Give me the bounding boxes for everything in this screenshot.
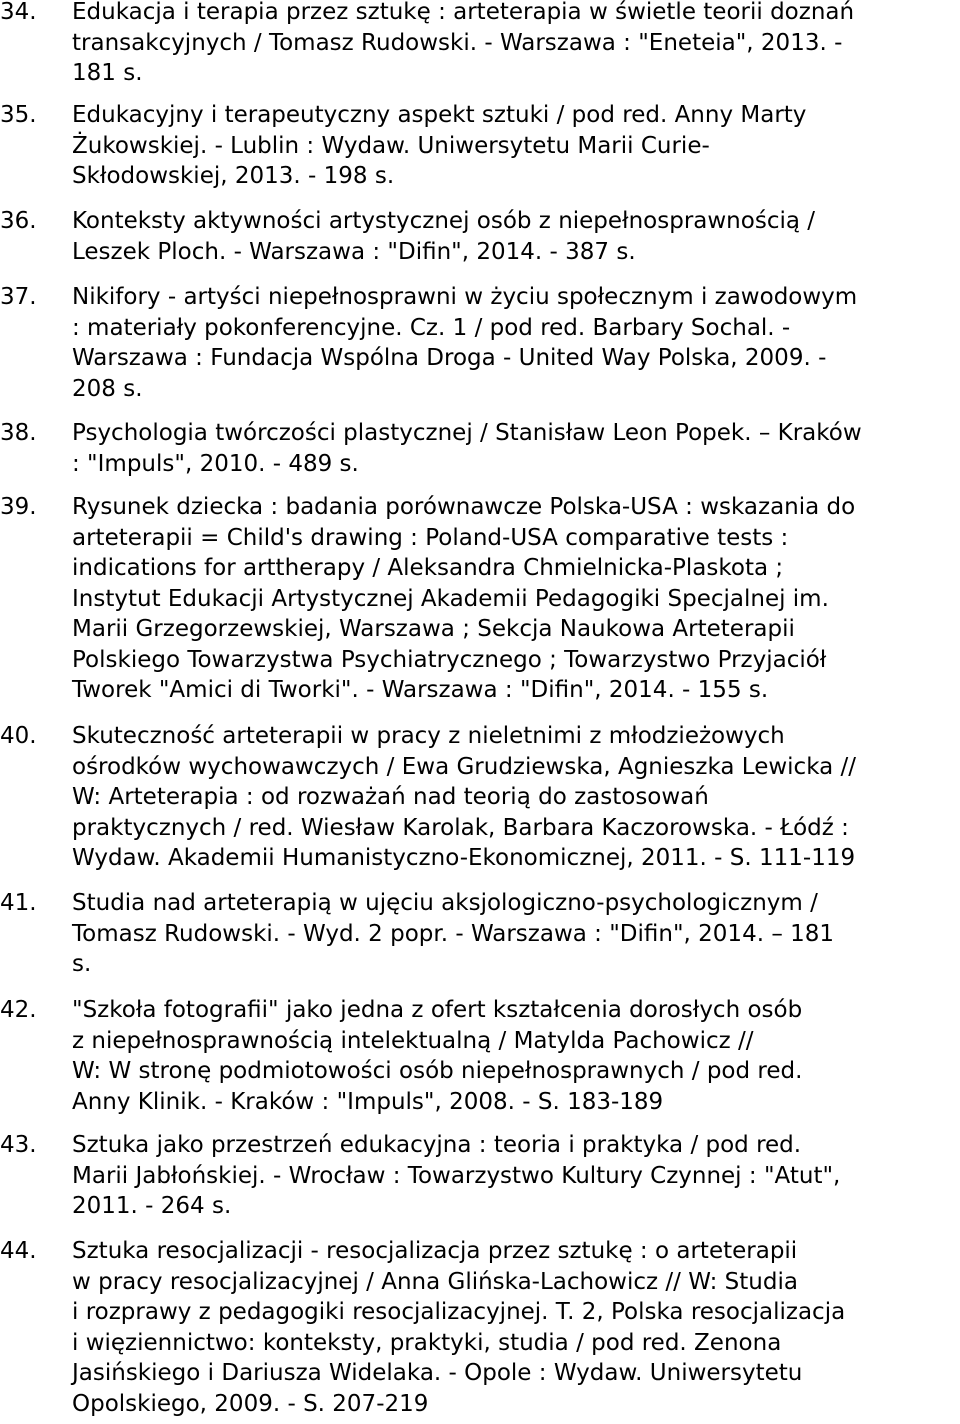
entry-citation	[72, 721, 956, 874]
citation-line: s.	[72, 951, 92, 977]
entry-number: 36.	[0, 208, 37, 234]
entry-citation	[72, 418, 956, 479]
entry-number: 38.	[0, 420, 37, 446]
citation-line: Skuteczność arteterapii w pracy z nieletnimi z młodzieżowych	[72, 723, 785, 749]
entry-citation	[72, 995, 956, 1117]
citation-line: Marii Grzegorzewskiej, Warszawa ; Sekcja Naukowa Arteterapii	[72, 616, 795, 642]
citation-line: Żukowskiej. - Lublin : Wydaw. Uniwersytetu Marii Curie-	[72, 132, 710, 159]
entry-number: 39.	[0, 494, 37, 520]
citation-line: Nikifory - artyści niepełnosprawni w życiu społecznym i zawodowym	[72, 284, 858, 310]
citation-line: Sztuka resocjalizacji - resocjalizacja przez sztukę : o arteterapii	[72, 1238, 798, 1264]
citation-line: : "Impuls", 2010. - 489 s.	[72, 450, 359, 477]
entry-number: 42.	[0, 997, 37, 1023]
citation-line: Opolskiego, 2009. - S. 207-219	[72, 1390, 429, 1417]
citation-line: Rysunek dziecka : badania porównawcze Polska-USA : wskazania do	[72, 494, 856, 520]
entry-citation	[72, 282, 956, 404]
citation-line: Wydaw. Akademii Humanistyczno-Ekonomicznej, 2011. - S. 111-119	[72, 845, 856, 871]
entry-citation	[72, 206, 956, 267]
citation-line: praktycznych / red. Wiesław Karolak, Barbara Kaczorowska. - Łódź :	[72, 814, 849, 841]
citation-line: W: Arteterapia : od rozważań nad teorią do zastosowań	[72, 784, 709, 810]
citation-line: indications for arttherapy / Aleksandra Chmielnicka-Plaskota ;	[72, 555, 784, 581]
citation-line: 181 s.	[72, 60, 143, 86]
entry-citation	[72, 1236, 956, 1419]
citation-line: Leszek Ploch. - Warszawa : "Difin", 2014. - 387 s.	[72, 238, 636, 265]
entry-number: 43.	[0, 1132, 37, 1158]
citation-line: Warszawa : Fundacja Wspólna Droga - United Way Polska, 2009. -	[72, 345, 827, 371]
citation-line: 2011. - 264 s.	[72, 1193, 232, 1219]
entry-number: 44.	[0, 1238, 37, 1264]
citation-line: Anny Klinik. - Kraków : "Impuls", 2008. - S. 183-189	[72, 1088, 664, 1115]
citation-line: Instytut Edukacji Artystycznej Akademii Pedagogiki Specjalnej im.	[72, 585, 829, 612]
entry-citation	[72, 888, 956, 980]
entry-number: 35.	[0, 102, 37, 128]
citation-line: Marii Jabłońskiej. - Wrocław : Towarzystwo Kultury Czynnej : "Atut",	[72, 1162, 841, 1189]
entry-number: 40.	[0, 723, 37, 749]
entry-number: 37.	[0, 284, 37, 310]
citation-line: w pracy resocjalizacyjnej / Anna Glińska-Lachowicz // W: Studia	[72, 1268, 798, 1295]
citation-line: i więziennictwo: konteksty, praktyki, studia / pod red. Zenona	[72, 1329, 782, 1356]
citation-line: Studia nad arteterapią w ujęciu aksjologiczno-psychologicznym /	[72, 890, 818, 916]
citation-line: Skłodowskiej, 2013. - 198 s.	[72, 163, 395, 189]
entry-citation	[72, 100, 956, 192]
citation-line: transakcyjnych / Tomasz Rudowski. - Warszawa : "Eneteia", 2013. -	[72, 29, 843, 56]
citation-line: Jasińskiego i Dariusza Widelaka. - Opole : Wydaw. Uniwersytetu	[72, 1360, 803, 1386]
entry-number: 34.	[0, 0, 37, 25]
citation-line: Edukacyjny i terapeutyczny aspekt sztuki / pod red. Anny Marty	[72, 102, 807, 128]
citation-line: Edukacja i terapia przez sztukę : arteterapia w świetle teorii doznań	[72, 0, 855, 25]
entry-number: 41.	[0, 890, 37, 916]
citation-line: Konteksty aktywności artystycznej osób z niepełnosprawnością /	[72, 208, 816, 234]
citation-line: : materiały pokonferencyjne. Cz. 1 / pod red. Barbary Sochal. -	[72, 314, 791, 341]
citation-line: "Szkoła fotografii" jako jedna z ofert kształcenia dorosłych osób	[72, 997, 803, 1023]
citation-line: i rozprawy z pedagogiki resocjalizacyjnej. T. 2, Polska resocjalizacja	[72, 1299, 846, 1325]
entry-citation	[72, 0, 956, 89]
citation-line: 208 s.	[72, 375, 143, 402]
citation-line: z niepełnosprawnością intelektualną / Matylda Pachowicz //	[72, 1027, 754, 1054]
citation-line: Tworek "Amici di Tworki". - Warszawa : "Difin", 2014. - 155 s.	[72, 677, 769, 703]
entry-citation	[72, 1130, 956, 1222]
entry-citation	[72, 492, 956, 706]
citation-line: Psychologia twórczości plastycznej / Stanisław Leon Popek. – Kraków	[72, 420, 862, 446]
citation-line: ośrodków wychowawczych / Ewa Grudziewska, Agnieszka Lewicka //	[72, 753, 857, 780]
citation-line: Sztuka jako przestrzeń edukacyjna : teoria i praktyka / pod red.	[72, 1132, 802, 1158]
citation-line: W: W stronę podmiotowości osób niepełnosprawnych / pod red.	[72, 1058, 803, 1084]
citation-line: Polskiego Towarzystwa Psychiatrycznego ; Towarzystwo Przyjaciół	[72, 646, 827, 673]
citation-line: arteterapii = Child's drawing : Poland-USA comparative tests :	[72, 524, 789, 551]
citation-line: Tomasz Rudowski. - Wyd. 2 popr. - Warszawa : "Difin", 2014. – 181	[72, 920, 835, 947]
